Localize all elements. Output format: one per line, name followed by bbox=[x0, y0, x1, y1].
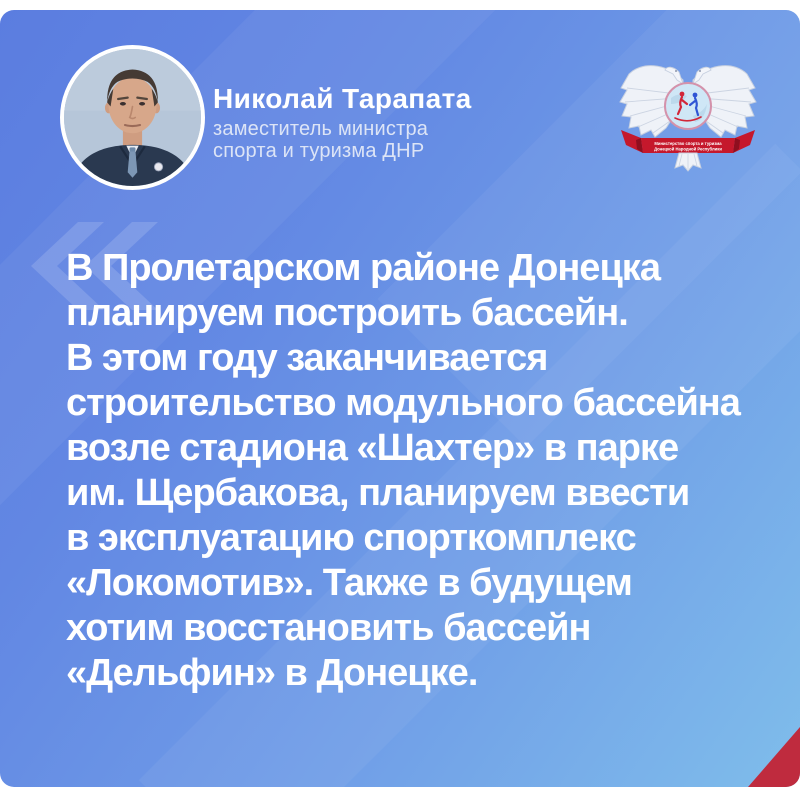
quote-text bbox=[66, 246, 740, 696]
double-headed-eagle-icon bbox=[613, 52, 763, 174]
ribbon-text-line2: Донецкой Народной Республики bbox=[654, 146, 722, 152]
ministry-emblem-logo bbox=[613, 52, 763, 174]
ribbon-text-line1: Министерство спорта и туризма bbox=[654, 141, 722, 146]
quote-line: планируем построить бассейн. bbox=[66, 292, 628, 334]
globe-with-athletes bbox=[665, 83, 711, 129]
quote-line: строительство модульного бассейна bbox=[66, 382, 740, 424]
person-role-line2: спорта и туризма ДНР bbox=[213, 140, 425, 162]
quote-line: «Локомотив». Также в будущем bbox=[66, 562, 632, 604]
avatar-photo bbox=[60, 45, 205, 190]
quote-line: В Пролетарском районе Донецка bbox=[66, 247, 660, 289]
quote-line: в эксплуатацию спорткомплекс bbox=[66, 517, 636, 559]
person-name: Николай Тарапата bbox=[213, 83, 472, 114]
quote-line: возле стадиона «Шахтер» в парке bbox=[66, 427, 679, 469]
quote-line: хотим восстановить бассейн bbox=[66, 607, 591, 649]
person-role bbox=[213, 118, 428, 162]
blue-gradient-card bbox=[0, 10, 800, 787]
quote-line: «Дельфин» в Донецке. bbox=[66, 652, 478, 694]
quote-line: им. Щербакова, планируем ввести bbox=[66, 472, 690, 514]
corner-accent-triangle bbox=[748, 727, 800, 787]
eagle-tail bbox=[675, 153, 701, 171]
person-role-line1: заместитель министра bbox=[213, 118, 429, 140]
portrait-illustration bbox=[64, 49, 201, 186]
quote-line: В этом году заканчивается bbox=[66, 337, 548, 379]
